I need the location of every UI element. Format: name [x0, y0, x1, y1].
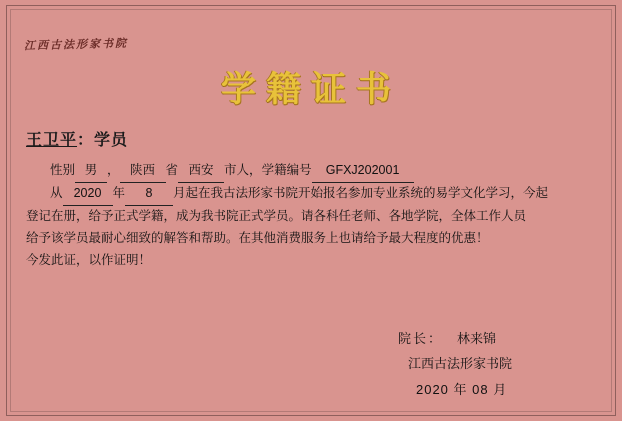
principal-name: 林来锦: [457, 331, 497, 346]
sex-label: 性别: [50, 163, 76, 177]
comma-separator: ，: [107, 163, 120, 177]
start-month-value: 8: [125, 183, 173, 206]
city-label: 市人，: [224, 163, 262, 177]
body-line-1-tail: 月起在我古法形家书院开始报名参加专业系统的易学文化学习，今起: [173, 185, 549, 200]
sex-value: 男: [75, 160, 107, 183]
recipient-name: 王卫平: [26, 132, 78, 149]
signature-block: [398, 326, 512, 402]
principal-label: 院长：: [397, 331, 443, 346]
city-value: 西安: [178, 160, 224, 183]
body-line-4: 今发此证，以作证明！: [26, 252, 152, 267]
body-line-2: 登记在册，给予正式学籍，成为我书院正式学员。请各科任老师、各地学院，全体工作人员: [26, 208, 527, 223]
student-number-value: GFXJ202001: [312, 160, 414, 183]
institution-seal: 江西古法形家书院: [23, 36, 129, 53]
info-line: [26, 160, 596, 183]
start-year-value: 2020: [63, 183, 113, 206]
certificate-body: [26, 160, 596, 271]
from-label: 从: [50, 185, 63, 200]
year-label: 年: [112, 185, 126, 200]
recipient-line: [26, 127, 128, 150]
organization-name: 江西古法形家书院: [407, 356, 512, 372]
body-line-1: [26, 183, 596, 206]
issue-date: 2020 年 08 月: [415, 381, 508, 397]
body-line-3: 给予该学员最耐心细致的解答和帮助。在其他消费服务上也请给予最大程度的优惠！: [26, 230, 489, 245]
principal-row: [398, 326, 512, 351]
page-title: 学籍证书: [220, 69, 401, 110]
student-number-label: 学籍编号: [261, 163, 312, 177]
province-value: 陕西: [120, 160, 166, 183]
province-label: 省: [165, 163, 179, 177]
recipient-suffix: ：学员: [77, 132, 129, 149]
